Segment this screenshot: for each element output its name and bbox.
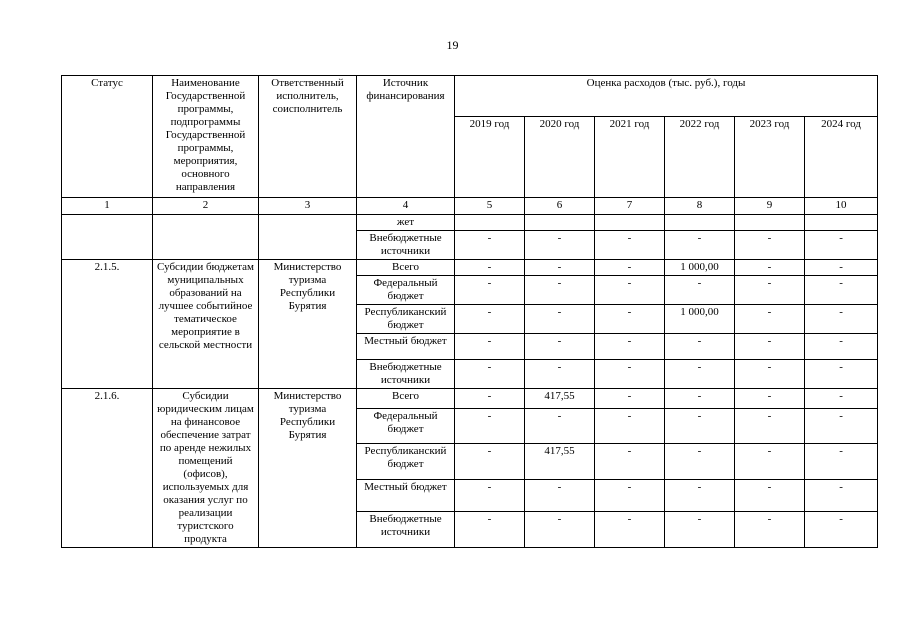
column-number: 3: [259, 198, 357, 215]
value-cell: -: [665, 444, 735, 480]
value-cell: -: [805, 260, 878, 276]
value-cell: -: [525, 334, 595, 360]
column-number: 6: [525, 198, 595, 215]
value-cell: [665, 215, 735, 231]
value-cell: -: [525, 480, 595, 512]
header-source: Источник финансирования: [357, 76, 455, 198]
value-cell: [735, 215, 805, 231]
value-cell: [455, 215, 525, 231]
value-cell: -: [805, 231, 878, 260]
value-cell: -: [805, 389, 878, 409]
value-cell: -: [805, 334, 878, 360]
value-cell: -: [595, 231, 665, 260]
value-cell: -: [735, 231, 805, 260]
header-year: 2024 год: [805, 117, 878, 198]
source-cell: Внебюджетные источники: [357, 512, 455, 548]
value-cell: 417,55: [525, 444, 595, 480]
header-costs: Оценка расходов (тыс. руб.), годы: [455, 76, 878, 117]
value-cell: -: [735, 305, 805, 334]
header-row-top: [62, 76, 878, 117]
value-cell: -: [595, 334, 665, 360]
value-cell: -: [455, 512, 525, 548]
value-cell: -: [525, 305, 595, 334]
value-cell: -: [665, 231, 735, 260]
executor-cell: Министерство туризма Республики Бурятия: [259, 389, 357, 548]
value-cell: -: [805, 444, 878, 480]
column-number: 9: [735, 198, 805, 215]
value-cell: -: [595, 389, 665, 409]
value-cell: 417,55: [525, 389, 595, 409]
table-row: [62, 260, 878, 276]
value-cell: -: [665, 360, 735, 389]
value-cell: [805, 215, 878, 231]
source-cell: Всего: [357, 260, 455, 276]
value-cell: -: [455, 408, 525, 444]
value-cell: -: [455, 480, 525, 512]
source-cell: Местный бюджет: [357, 334, 455, 360]
table-row: [62, 389, 878, 409]
value-cell: -: [735, 408, 805, 444]
value-cell: -: [735, 444, 805, 480]
value-cell: -: [455, 389, 525, 409]
value-cell: -: [525, 260, 595, 276]
header-year: 2022 год: [665, 117, 735, 198]
value-cell: -: [805, 276, 878, 305]
page-number: 19: [446, 38, 459, 52]
value-cell: -: [735, 389, 805, 409]
header-year: 2021 год: [595, 117, 665, 198]
column-number: 1: [62, 198, 153, 215]
value-cell: -: [595, 408, 665, 444]
value-cell: -: [735, 360, 805, 389]
column-number-row: [62, 198, 878, 215]
header-name: Наименование Государственной программы, подпрограммы Государственной программы, мероприятия, основного направления: [153, 76, 259, 198]
budget-table: [61, 75, 878, 548]
source-cell: жет: [357, 215, 455, 231]
source-cell: Республиканский бюджет: [357, 444, 455, 480]
value-cell: -: [805, 305, 878, 334]
executor-cell: [259, 215, 357, 260]
status-cell: 2.1.5.: [62, 260, 153, 389]
source-cell: Внебюджетные источники: [357, 360, 455, 389]
value-cell: -: [735, 276, 805, 305]
value-cell: [525, 215, 595, 231]
value-cell: -: [735, 260, 805, 276]
value-cell: -: [735, 512, 805, 548]
source-cell: Федеральный бюджет: [357, 408, 455, 444]
value-cell: -: [455, 334, 525, 360]
value-cell: -: [735, 334, 805, 360]
name-cell: [153, 215, 259, 260]
value-cell: -: [595, 360, 665, 389]
value-cell: -: [805, 512, 878, 548]
name-cell: Субсидии юридическим лицам на финансовое обеспечение затрат по аренде нежилых помещений (офисов), используемых для оказания услуг по реализации туристского продукта: [153, 389, 259, 548]
value-cell: -: [665, 334, 735, 360]
column-number: 10: [805, 198, 878, 215]
value-cell: [595, 215, 665, 231]
value-cell: -: [595, 512, 665, 548]
value-cell: -: [805, 360, 878, 389]
value-cell: -: [595, 480, 665, 512]
value-cell: -: [665, 512, 735, 548]
source-cell: Всего: [357, 389, 455, 409]
source-cell: Внебюджетные источники: [357, 231, 455, 260]
column-number: 4: [357, 198, 455, 215]
column-number: 2: [153, 198, 259, 215]
table-row: [62, 215, 878, 231]
value-cell: -: [525, 512, 595, 548]
value-cell: -: [595, 305, 665, 334]
value-cell: -: [805, 408, 878, 444]
status-cell: 2.1.6.: [62, 389, 153, 548]
column-number: 8: [665, 198, 735, 215]
value-cell: -: [665, 276, 735, 305]
value-cell: -: [595, 276, 665, 305]
value-cell: -: [455, 305, 525, 334]
value-cell: -: [665, 389, 735, 409]
source-cell: Местный бюджет: [357, 480, 455, 512]
value-cell: -: [595, 260, 665, 276]
value-cell: -: [525, 276, 595, 305]
value-cell: -: [455, 360, 525, 389]
value-cell: -: [455, 260, 525, 276]
column-number: 5: [455, 198, 525, 215]
value-cell: -: [455, 276, 525, 305]
value-cell: -: [525, 360, 595, 389]
source-cell: Республиканский бюджет: [357, 305, 455, 334]
value-cell: -: [665, 408, 735, 444]
header-executor: Ответственный исполнитель, соисполнитель: [259, 76, 357, 198]
value-cell: -: [455, 444, 525, 480]
value-cell: -: [525, 408, 595, 444]
executor-cell: Министерство туризма Республики Бурятия: [259, 260, 357, 389]
source-cell: Федеральный бюджет: [357, 276, 455, 305]
value-cell: -: [665, 480, 735, 512]
value-cell: -: [455, 231, 525, 260]
name-cell: Субсидии бюджетам муниципальных образований на лучшее событийное тематическое мероприятие в сельской местности: [153, 260, 259, 389]
value-cell: 1 000,00: [665, 260, 735, 276]
header-year: 2023 год: [735, 117, 805, 198]
value-cell: -: [735, 480, 805, 512]
value-cell: -: [805, 480, 878, 512]
status-cell: [62, 215, 153, 260]
header-year: 2019 год: [455, 117, 525, 198]
value-cell: -: [525, 231, 595, 260]
column-number: 7: [595, 198, 665, 215]
value-cell: 1 000,00: [665, 305, 735, 334]
value-cell: -: [595, 444, 665, 480]
header-year: 2020 год: [525, 117, 595, 198]
header-status: Статус: [62, 76, 153, 198]
